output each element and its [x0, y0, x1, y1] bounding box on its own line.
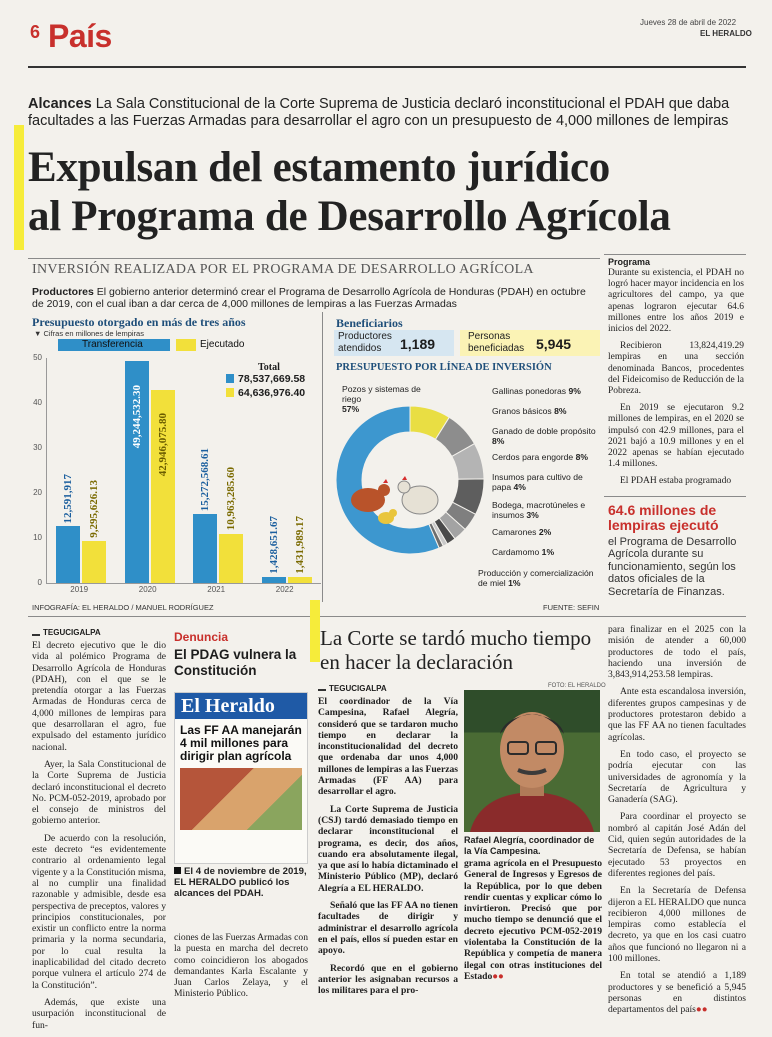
story1-paragraph: Ayer, la Sala Constitucional de la Corte Suprema de Justicia declaró inconstitucional el decreto No. PCM-052-2019, aprobado por el consejo de ministros del gobierno anterior. [32, 758, 166, 827]
sidebar-top-rule [604, 254, 746, 255]
lead-text: La Sala Constitucional de la Corte Suprema de Justicia declaró inconstitucional el PDAH que daba facultades a las Fuerzas Armadas para desarrollar el agro con un presupuesto de 4,000 millones de lempiras [28, 96, 730, 129]
story2-column-1 [318, 696, 458, 1002]
highlight-marker [14, 125, 24, 250]
caption-marker [174, 867, 181, 874]
pie-slice-name: Cardamomo [492, 547, 542, 557]
bar-value-label: 49,244,532.30 [130, 384, 143, 448]
pie-slice-name: Granos básicos [492, 406, 555, 416]
legend-executed [176, 339, 196, 351]
pie-slice-name: Ganado de doble propósito [492, 426, 596, 436]
pie-slice-label [492, 452, 602, 462]
front-page-image [174, 692, 308, 864]
pie-slice-percent: 1% [541, 547, 555, 557]
story3-paragraph: Para coordinar el proyecto se nombró al capitán José Adán del Cid, quien según autoridades de la Secretaría de Defensa, se habían ejecutado 53 proyectos en diferentes regiones del país. [608, 811, 746, 879]
infographic-intro [32, 286, 597, 310]
story2-dateline: TEGUCIGALPA [329, 684, 387, 693]
front-page-photo [180, 768, 302, 830]
infographic-top-rule [28, 258, 600, 259]
y-tick-label: 50 [33, 353, 42, 362]
sidebar-title: Programa [608, 257, 651, 267]
bar-chart-x-axis [46, 585, 320, 597]
sidebar-body [608, 268, 744, 494]
page-number: 6 [30, 22, 41, 42]
totals-executed-value: 64,636,976.40 [238, 387, 306, 399]
sidebar-highlight-text: el Programa de Desarrollo Agrícola durante su funcionamiento, según los datos oficiales de la Secretaría de Finanzas. [608, 536, 737, 598]
story1-paragraph: De acuerdo con la resolución, este decreto “es evidentemente contrario al ordenamiento legal vigente y a la Constitución misma, al no cumplir una finalidad razonable y admisible, desde esa perspectiva de preceptos, valores y principios constitucionales, por existir un conflicto entre la norma primaria y la norma secundaria, por lo cual resulta la inaplicabilidad del citado decreto porque vulnera el artículo 274 de la Constitución”. [32, 832, 166, 991]
story1-dateline: TEGUCIGALPA [43, 628, 101, 637]
pie-slice-label [492, 472, 602, 492]
dateline-rule [32, 634, 40, 636]
story3-paragraph-text: En total se atendió a 1,189 productores y se benefició a 5,945 personas en distintos departamentos del país [608, 970, 746, 1016]
end-mark-icon: ●● [492, 970, 504, 982]
story2-paragraph: El coordinador de la Vía Campesina, Rafael Alegría, consideró que se tardaron mucho tiempo en declarar la inconstitucionalidad del decreto que ordenaba dar unos 4,000 millones de lempiras a las Fuerzas Armadas (FF AA) para desarrollar el agro. [318, 696, 458, 798]
pie-slice-percent: 57% [342, 404, 360, 414]
pie-slice-percent: 4% [513, 482, 526, 492]
section-title: País [48, 18, 112, 54]
portrait-photo [464, 690, 600, 832]
story2-paragraph: Recordó que en el gobierno anterior les asignaban recursos a los militares para el pro- [318, 962, 458, 997]
legend-transfer-label: Transferencia [82, 339, 143, 350]
bar-executed [219, 534, 243, 583]
infographic-title: INVERSIÓN REALIZADA POR EL PROGRAMA DE DESARROLLO AGRÍCOLA [32, 262, 534, 277]
y-tick-label: 0 [37, 578, 42, 587]
y-tick-label: 30 [33, 443, 42, 452]
pie-slice-label [478, 568, 598, 588]
headline-line-2: al Programa de Desarrollo Agrícola [28, 193, 671, 240]
story1-paragraph: Además, que existe una usurpación inconstitucional de fun- [32, 996, 166, 1031]
producers-value: 1,189 [400, 336, 436, 352]
pie-slice-label [492, 547, 602, 557]
bar-value-label: 9,295,626.13 [88, 480, 101, 539]
end-mark-icon: ●● [695, 1004, 708, 1016]
story2-paragraph [464, 858, 602, 982]
intro-kicker: Productores [32, 286, 94, 298]
chart-divider [322, 312, 323, 602]
bar-chart-y-axis [28, 353, 44, 587]
y-tick-label: 20 [33, 488, 42, 497]
people-label: Personas beneficiadas [468, 331, 525, 354]
bar-chart-subtitle: ▼ Cifras en millones de lempiras [34, 329, 144, 338]
intro-text: El gobierno anterior determinó crear el Programa de Desarrollo Agrícola de Honduras (PDAH) en octubre de 2019, con el cual iban a dar cerca de 4,000 millones de lempiras a las Fuerzas Armadas [32, 286, 586, 310]
sidebar-highlight-title: 64.6 millones de lempiras ejecutó [608, 502, 719, 533]
chicken-icon [346, 470, 446, 530]
front-page-caption-text: El 4 de noviembre de 2019, EL HERALDO publicó los alcances del PDAH. [174, 866, 307, 899]
front-page-headline: Las FF AA manejarán 4 mil millones para dirigir plan agrícola [180, 723, 302, 763]
story3-body [608, 624, 746, 1022]
story2-column-2 [464, 858, 602, 988]
pie-slice-name: Gallinas ponedoras [492, 386, 569, 396]
bar-value-label: 12,591,917 [62, 473, 75, 524]
infographic-source: FUENTE: SEFIN [543, 603, 600, 612]
y-tick-label: 10 [33, 533, 42, 542]
front-page-caption [174, 866, 308, 899]
main-headline [28, 143, 671, 241]
issue-date: Jueves 28 de abril de 2022 [640, 18, 737, 27]
beneficiaries-title: Beneficiarios [336, 316, 403, 330]
pie-slice-name: Producción y comercialización de miel [478, 568, 594, 588]
story2-paragraph: La Corte Suprema de Justicia (CSJ) tardó demasiado tiempo en declarar inconstitucional el programa, es decir, dos años, cuando era absolutamente ilegal, ya que así lo había dictaminado el Ministerio Público (MP), declaró Alegría a EL HERALDO. [318, 803, 458, 894]
person-icon [464, 690, 600, 832]
pie-chart-title: PRESUPUESTO POR LÍNEA DE INVERSIÓN [336, 362, 552, 373]
pie-slice-percent: 8% [575, 452, 589, 462]
bar-value-label: 42,946,075.80 [156, 413, 169, 477]
legend-executed-label: Ejecutado [200, 339, 245, 350]
bar-transfer [262, 577, 286, 583]
bar-transfer [193, 514, 217, 583]
bar-executed [288, 577, 312, 583]
sidebar-paragraph: El PDAH estaba programado [620, 476, 732, 487]
bar-chart-subtitle-text: Cifras en millones de lempiras [43, 329, 144, 338]
story3-paragraph: En la Secretaría de Defensa dijeron a EL HERALDO que nunca recibieron 4,000 millones de lempiras como establecía el decreto, ya que en los casi cuatro años que funcionó no llegaron ni a 100 millones. [608, 885, 746, 965]
story3-paragraph: para finalizar en el 2025 con la misión de atender a 60,000 productores de todo el país, haciendo una inversión de 3,843,914,253.58 lempiras. [608, 624, 746, 681]
pie-slice-name: Bodega, macrotúneles e insumos [492, 500, 586, 520]
lead-paragraph [28, 96, 750, 130]
pie-slice-name: Camarones [492, 527, 539, 537]
lower-divider [28, 616, 746, 617]
bar-chart-plot [46, 358, 321, 584]
headline-line-1: Expulsan del estamento jurídico [28, 144, 610, 191]
pie-slice-label [492, 426, 602, 446]
lead-kicker: Alcances [28, 96, 92, 112]
totals-label: Total [258, 362, 280, 373]
bar-value-label: 15,272,568.61 [199, 448, 212, 512]
highlight-marker [310, 600, 320, 662]
bar-value-label: 10,963,285.60 [225, 467, 238, 531]
photo-credit: FOTO: EL HERALDO [548, 683, 606, 689]
x-tick-label: 2020 [138, 585, 157, 594]
pie-slice-percent: 8% [492, 436, 505, 446]
sidebar-paragraph: Recibieron 13,824,419.29 lempiras en una sección denominada Bancos, procedentes del Fideicomiso de Reducción de la Pobreza. [608, 341, 744, 397]
pie-slice-percent: 3% [526, 510, 539, 520]
bar-executed [82, 541, 106, 583]
pie-slice-name: Pozos y sistemas de riego [342, 384, 421, 404]
bar-value-label: 1,428,651.67 [267, 515, 280, 574]
story3-paragraph [608, 970, 746, 1015]
front-page-masthead: El Heraldo [175, 693, 307, 719]
totals-transfer-value: 78,537,669.58 [238, 373, 306, 385]
chicken-illustration [346, 470, 446, 530]
pie-slice-label [492, 527, 602, 537]
pie-slice-percent: 8% [554, 406, 567, 416]
story2-headline: La Corte se tardó mucho tiempo en hacer la declaración [320, 626, 592, 674]
x-tick-label: 2019 [70, 585, 89, 594]
denuncia-kicker: Denuncia [174, 630, 229, 644]
y-tick-label: 40 [33, 398, 42, 407]
denuncia-continuation: ciones de las Fuerzas Armadas con la puesta en marcha del decreto como coincidieron los abogados demandantes Karla Escalante y Juan Carlos Zelaya, y el Ministerio Público. [174, 932, 309, 1000]
pie-slice-label [492, 406, 602, 416]
bar-chart-title: Presupuesto otorgado en más de tres años [32, 315, 246, 329]
story1-paragraph: El decreto ejecutivo que le dio vida al polémico Programa de Desarrollo Agrícola de Honduras (PDAH), con el que se le pretendía otorgar a las Fuerzas Armadas de Honduras cerca de 4,000 millones de lempiras para que desarrollaran el agro, fue expulsado del estamento jurídico nacional. [32, 640, 166, 753]
story3-paragraph: Ante esta escandalosa inversión, diferentes grupos campesinas y de productores protestaron debido a que las FF AA no tienen facultades agrícolas. [608, 686, 746, 743]
header-divider [28, 66, 746, 68]
pie-slice-label [342, 384, 432, 414]
producers-label: Productores atendidos [338, 331, 392, 354]
sidebar-mid-rule [604, 496, 746, 497]
pie-slice-name: Insumos para cultivo de papa [492, 472, 583, 492]
pie-slice-percent: 2% [538, 527, 552, 537]
x-tick-label: 2022 [275, 585, 294, 594]
story2-paragraph: Señaló que las FF AA no tienen facultades de dirigir y administrar el desarrollo agrícola en el país, ellos sí pueden estar en apoyo. [318, 900, 458, 957]
paper-name: EL HERALDO [700, 29, 752, 38]
pie-slice-percent: 9% [568, 386, 581, 396]
sidebar-paragraph: En 2019 se ejecutaron 9.2 millones de lempiras, en el 2020 se impulsó con 42.9 millones, para el 2021 bajó a 10.9 millones y en el 2022 apenas se habían ejecutado 1.4 millones. [608, 403, 744, 470]
pie-slice-percent: 1% [508, 578, 521, 588]
story3-paragraph: En todo caso, el proyecto se podría ejecutar con las universidades de agronomía y la Secretaría de Agricultura y Ganadería (SAG). [608, 748, 746, 806]
photo-caption: Rafael Alegría, coordinador de la Vía Campesina. [464, 833, 600, 856]
people-value: 5,945 [536, 336, 572, 352]
story2-paragraph-text: grama agrícola en el Presupuesto General de Ingresos y Egresos de la República, por lo que deben rendir cuentas y explicar cómo lo invirtieron. Precisó que por mucho tiempo se denunció que el decreto ejecutivo PCM-052-2019 violentaba la Constitución de la República y competía de manera ilegal con otras instituciones del Estado [464, 858, 602, 982]
bar-transfer [56, 526, 80, 583]
pie-slice-label [492, 500, 602, 520]
story1-body [32, 640, 166, 1037]
x-tick-label: 2021 [207, 585, 226, 594]
pie-slice-label [492, 386, 602, 396]
infographic-credit: INFOGRAFÍA: EL HERALDO / MANUEL RODRÍGUEZ [32, 603, 214, 612]
sidebar-paragraph: Durante su existencia, el PDAH no logró hacer mayor incidencia en los agricultores del campo, ya que apenas lograron ejecutar 64.6 millones entre los años 2019 e inicios del 2022. [608, 268, 744, 335]
pie-slice-name: Cerdos para engorde [492, 452, 576, 462]
bar-value-label: 1,431,989.17 [293, 515, 306, 574]
denuncia-title: El PDAG vulnera la Constitución [174, 647, 297, 678]
dateline-rule [318, 689, 326, 691]
